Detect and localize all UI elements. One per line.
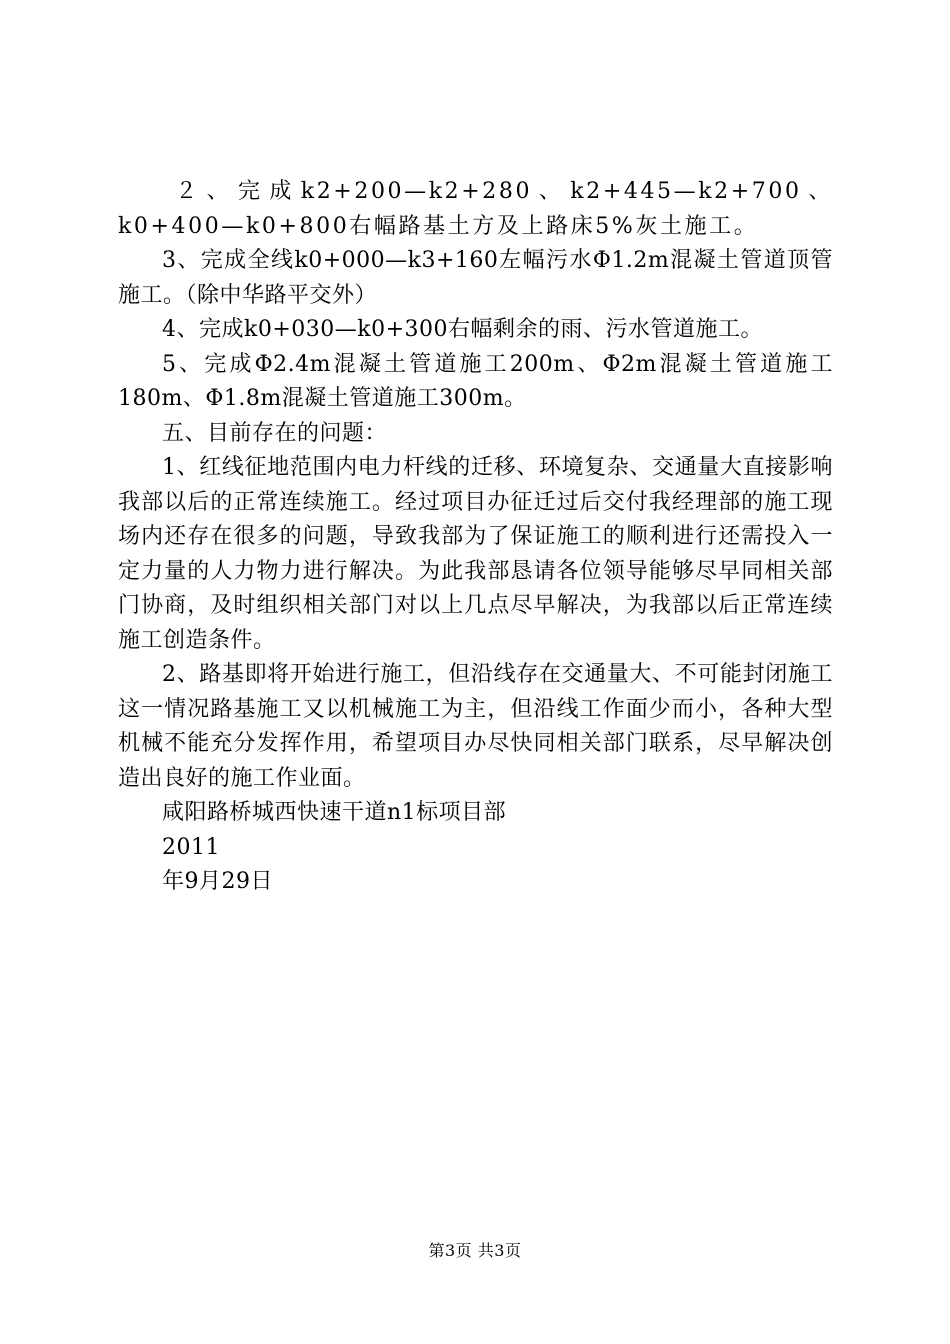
paragraph-progress-2: ２、完成k2+200—k2+280、k2+445—k2+700、k0+400—k0+800右幅路基土方及上路床5%灰土施工。 (118, 179, 833, 239)
section-heading-problems: 五、目前存在的问题： (162, 420, 388, 446)
page-number-footer: 第3页 共3页 (428, 1241, 522, 1260)
document-body (118, 175, 833, 900)
signature-date: 年9月29日 (162, 869, 273, 894)
paragraph-problem-2: 2、路基即将开始进行施工，但沿线存在交通量大、不可能封闭施工这一情况路基施工又以机械施工为主，但沿线工作面少而小，各种大型机械不能充分发挥作用，希望项目办尽快同相关部门联系，尽早解决创造出良好的施工作业面。 (118, 662, 833, 791)
paragraph-progress-4: 4、完成k0+030—k0+300右幅剩余的雨、污水管道施工。 (162, 317, 764, 342)
paragraph-problem-1: 1、红线征地范围内电力杆线的迁移、环境复杂、交通量大直接影响我部以后的正常连续施工。经过项目办征迁过后交付我经理部的施工现场内还存在很多的问题，导致我部为了保证施工的顺利进行还需投入一定力量的人力物力进行解决。为此我部恳请各位领导能够尽早同相关部门协商，及时组织相关部门对以上几点尽早解决，为我部以后正常连续施工创造条件。 (118, 455, 833, 653)
paragraph-progress-3: 3、完成全线k0+000—k3+160左幅污水Φ1.2m混凝土管道顶管施工。（除中华路平交外） (118, 248, 833, 308)
paragraph-progress-5: 5、完成Φ2.4m混凝土管道施工200m、Φ2m混凝土管道施工180m、Φ1.8m混凝土管道施工300m。 (118, 351, 833, 411)
signature-organization: 咸阳路桥城西快速干道n1标项目部 (162, 800, 507, 825)
signature-year: 2011 (162, 834, 220, 860)
